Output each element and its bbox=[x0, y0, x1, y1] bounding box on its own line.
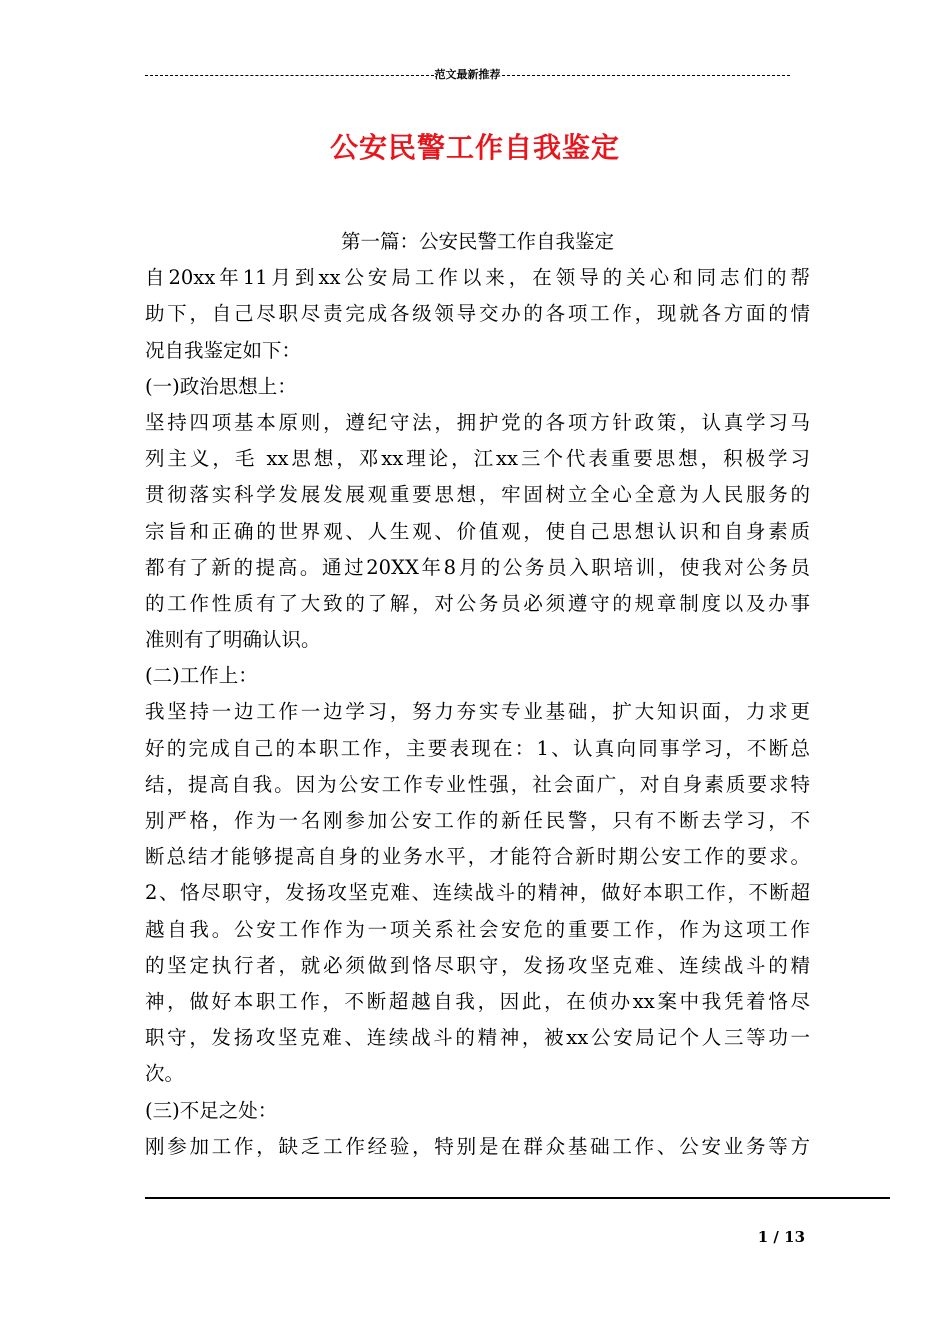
body-line: 好的完成自己的本职工作，主要表现在：1、认真向同事学习，不断总 bbox=[145, 736, 810, 760]
body-line: 自20xx年11月到xx公安局工作以来，在领导的关心和同志们的帮 bbox=[145, 266, 810, 290]
body-line: 准则有了明确认识。 bbox=[145, 628, 321, 652]
body-line: 断总结才能够提高自身的业务水平，才能符合新时期公安工作的要求。 bbox=[145, 845, 810, 869]
subheading-work: (二)工作上： bbox=[145, 664, 258, 688]
body-line: 越自我。公安工作作为一项关系社会安危的重要工作，作为这项工作 bbox=[145, 917, 810, 941]
header-dash-right bbox=[502, 75, 791, 76]
document-title: 公安民警工作自我鉴定 bbox=[329, 131, 620, 164]
header-label: 范文最新推荐 bbox=[434, 68, 501, 81]
body-line: 2、恪尽职守，发扬攻坚克难、连续战斗的精神，做好本职工作，不断超 bbox=[145, 881, 810, 905]
subheading-shortcomings: (三)不足之处： bbox=[145, 1098, 278, 1122]
page-number: 1 / 13 bbox=[757, 1228, 805, 1246]
header-dash-left bbox=[145, 75, 434, 76]
body-line: 都有了新的提高。通过20XX年8月的公务员入职培训，使我对公务员 bbox=[145, 555, 810, 579]
document-body bbox=[145, 224, 810, 1165]
body-line: 我坚持一边工作一边学习，努力夯实专业基础，扩大知识面，力求更 bbox=[145, 700, 810, 724]
body-line: 神，做好本职工作，不断超越自我，因此，在侦办xx案中我凭着恪尽 bbox=[145, 989, 810, 1013]
section-heading: 第一篇：公安民警工作自我鉴定 bbox=[340, 230, 614, 253]
body-line: 的坚定执行者，就必须做到恪尽职守，发扬攻坚克难、连续战斗的精 bbox=[145, 953, 810, 977]
body-line: 况自我鉴定如下： bbox=[145, 338, 302, 362]
body-line: 刚参加工作，缺乏工作经验，特别是在群众基础工作、公安业务等方 bbox=[145, 1134, 810, 1158]
body-line: 职守，发扬攻坚克难、连续战斗的精神，被xx公安局记个人三等功一 bbox=[145, 1026, 810, 1050]
body-line: 次。 bbox=[145, 1062, 185, 1086]
body-line: 宗旨和正确的世界观、人生观、价值观，使自己思想认识和自身素质 bbox=[145, 519, 810, 543]
footer-rule bbox=[145, 1197, 890, 1199]
body-line: 的工作性质有了大致的了解，对公务员必须遵守的规章制度以及办事 bbox=[145, 591, 810, 615]
page-header bbox=[145, 66, 790, 82]
body-line: 坚持四项基本原则，遵纪守法，拥护党的各项方针政策，认真学习马 bbox=[145, 410, 810, 434]
subheading-politics: (一)政治思想上： bbox=[145, 374, 297, 398]
body-line: 列主义，毛 xx思想，邓xx理论，江xx三个代表重要思想，积极学习 bbox=[145, 447, 810, 471]
body-line: 别严格，作为一名刚参加公安工作的新任民警，只有不断去学习，不 bbox=[145, 809, 810, 832]
body-line: 助下，自己尽职尽责完成各级领导交办的各项工作，现就各方面的情 bbox=[145, 302, 810, 326]
body-line: 结，提高自我。因为公安工作专业性强，社会面广，对自身素质要求特 bbox=[145, 772, 810, 796]
body-line: 贯彻落实科学发展发展观重要思想，牢固树立全心全意为人民服务的 bbox=[145, 483, 810, 507]
